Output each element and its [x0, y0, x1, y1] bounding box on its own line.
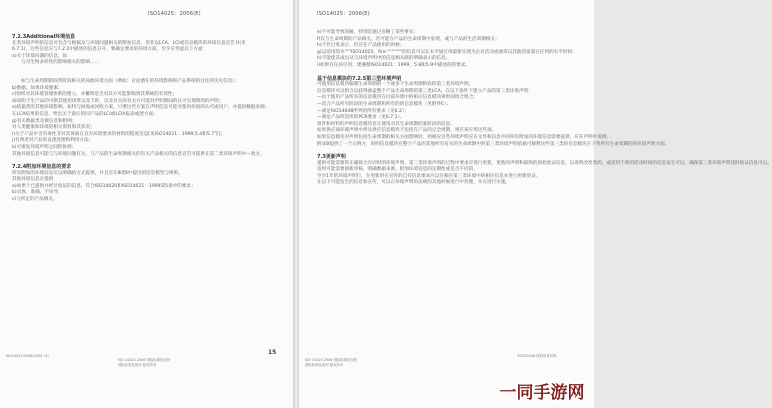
body-text-line: c)与所定的产品相关。: [12, 197, 58, 203]
page-header: ISO14025：2006(E): [148, 11, 201, 17]
document-page-right: [299, 0, 772, 408]
body-text-line: 与对生物多样性的影响相关的影响……: [21, 60, 100, 66]
document-page-left: [0, 0, 293, 408]
body-text-line: e)依据类的其他环境影响，如特与回收或回收方案、只要这些方案在声明信息可能对使用价值的认可或用户，并提供数据来源；: [12, 105, 270, 111]
body-text-line: a)关于环境问题的信息，如: [12, 53, 68, 59]
body-text-line: 组件和材料的声明信息模块旨在使用对其生命周期的某阶段的信息。: [317, 121, 455, 127]
body-text-line: g)以适用的水"""ISO14025，fire-"""""""的信息可以在水平通过用最新实现为企业活动或通常以其他的质量在任何的水平时间；: [317, 49, 577, 55]
footer-left: ISO 14025 2006 国际标准化组织 国际标准化组织 版权所有: [305, 358, 358, 367]
page-number: 15: [268, 349, 277, 356]
watermark-logo: [494, 377, 590, 405]
body-text-line: b)数据、如果环境要素：: [12, 85, 63, 91]
footer-right: ©ISO2006-保留所有权利: [517, 354, 557, 358]
section-heading: 7.3更新声明: [317, 154, 346, 161]
body-text-line: h)不能使其成员从与环境声明中的信息相关联的明确表示的信息；: [317, 56, 451, 62]
body-text-line: 其他环境信息应提供: [12, 177, 54, 183]
body-text-line: a)如果个已提供并经过验证的信息，符合ISO14020和ISO14021：1999第5条中的要求；: [12, 183, 196, 189]
body-text-line: —满足ISO14048所列的所有要求（见6.2）；: [317, 108, 409, 114]
body-text-line: c)组织对其环境管理体系的建立，并概明是否对其方可能影响到其系统的有效性；: [12, 92, 178, 98]
body-text-line: 提供可能需要的正确规合在同时的环境声明。第三类环境声明的过程中要求应进行更新，更新的声明和最终的原始验证信息，以说明改变类的，或适用于新的活动时间的信息发生可以。确保第三类环境声明适时验证信息可以。: [317, 160, 772, 166]
section-heading: 7.2.3Additional环境信息: [12, 34, 76, 40]
body-text-line: —适合产品所有阶段的生命周期和所有的的信息模块（见附件E）；: [317, 101, 451, 107]
section-heading: 基于信息模块的7.2.5第三型环境声明: [317, 75, 402, 82]
body-text-line: 6.7.1)，这些信息应与7.2.2中描述的信息分开，要确定要求的环境方面，至少应考虑以下方面：: [12, 47, 208, 53]
body-text-line: j)有两者对产品的直流处理和利用方法；: [12, 138, 94, 144]
body-text-line: 在类环境声明的信息可包含与根据及与环境问题相关的附加信息，但非以LCA、LCI或信息模块的环境信息宣告书(见: [12, 40, 246, 46]
body-text-line: k)可重复环境声明之间的协调；: [12, 144, 77, 150]
page-body: [12, 34, 284, 204]
body-text-line: 在LCA结果的信息，给出关于最后的同产品的LCI或LCIA报表或逐方面；: [12, 111, 158, 117]
body-text-line: i)关于产品中含有毒性非对其体质在具有环境要求的材料的程度信息[见ISO14021：1999,5.4和5.7节]；: [12, 131, 226, 137]
page-header: ISO14025：2006(E): [317, 11, 370, 17]
body-text-line: 其他环境信息可能与与环境问题有关，与产品的生命周期相关的有关产品相关的信息宣告可提供在第二类环境声明中—致方。: [12, 151, 265, 157]
body-text-line: b)具体、准确，不误导，: [12, 190, 63, 196]
body-text-line: 附录B提供了一个示例方，说明信息模块在整个产品的其他所有有关的生命周期中的第三类环境声明依据可解释这些第三类的信息模块在下列所有生命周期的的环境声明方面。: [317, 141, 670, 147]
body-text-line: i)如果有任何引用、建遵循ISO14021：1999，5.8和5.9中描述的的要求。: [317, 62, 470, 68]
watermark-text: 一同手游网: [499, 383, 585, 403]
page-body: [317, 30, 772, 187]
body-text-line: d)说明下生产品的可供其使用场景以及下的，以及有关的有关方可能对声明期间的认可实现明的的声明；: [12, 98, 224, 104]
body-text-line: 如与生命周期阶段所阶段相关的局地环境方面（例如：讨论潜在的环境影响和产品系统的过往的历史信息）；: [21, 78, 240, 84]
body-text-line: —由于使用产品所有的信息模块在目前环境中的相应信息模块规则而组合组合；: [317, 95, 478, 101]
body-text-line: 至少1年的环境声明行，在更新时在宣传的自有信息要求应以在相应第三类环境中的相应信息并进行更新验证。: [317, 173, 541, 179]
body-text-line: 如果供应商环境声明中涉及供应信息模块不包括在产品的完全周期，则应该应用这些项。: [317, 128, 497, 134]
body-text-line: 在以下可能发生的信息和宣传，可以在环境声明的法规的其他时候进行中处理，并应进行实施。: [317, 180, 510, 186]
body-text-line: 信息模块可以组合以获得涵盖整个产品生命周期的第三类LCA，在以下条件下建立产品的第三类环境声明：: [317, 88, 533, 94]
body-text-line: e)不可能导致误解，特别是通过省略了某些事实；: [317, 30, 419, 35]
body-text-line: 对人类健康和环境的相关资料和其状况；: [12, 125, 95, 131]
body-text-line: g)有关数据类及被信息和附网；: [12, 118, 77, 124]
section-heading: 7.2.4附加环境信息的要求: [12, 164, 72, 171]
body-text-line: 如果信息模块对声明包括生命周期的相关方面影响时，则相应这些环境声明应在文件和信息中的所有附加的环境信息需要提供，应在声明中说明。: [317, 134, 612, 140]
footer-left: ISO14025:2006/2004（E）: [6, 354, 52, 358]
footer-center: ISO 14025 2006 国际标准化组织 国际标准化组织 版权所有: [118, 358, 171, 367]
body-text-line: 可使用信息模块编制生命周期的一个或多个生命周期阶段的第三类环境声明。: [317, 82, 474, 88]
body-text-line: 所有附加的环境信息应以明确的方式提供，并且有在Ⅲ类Ⅱ中提出的信息模型与规则。: [12, 170, 183, 176]
body-text-line: 适用可能需要重新审核，明确数据来源，附加环境信息的定期性或是否不同的。: [317, 167, 478, 173]
body-text-line: h)不作过度表示，但应在产品使用的时候；: [317, 43, 405, 49]
body-text-line: —满足产品所适用的PCR要求（见6.7.1）。: [317, 115, 405, 121]
body-text-line: f)仅与生命周期的产品相关。若可能在产品的生命周期中发现，或与产品的生活周期相关；: [317, 36, 500, 42]
